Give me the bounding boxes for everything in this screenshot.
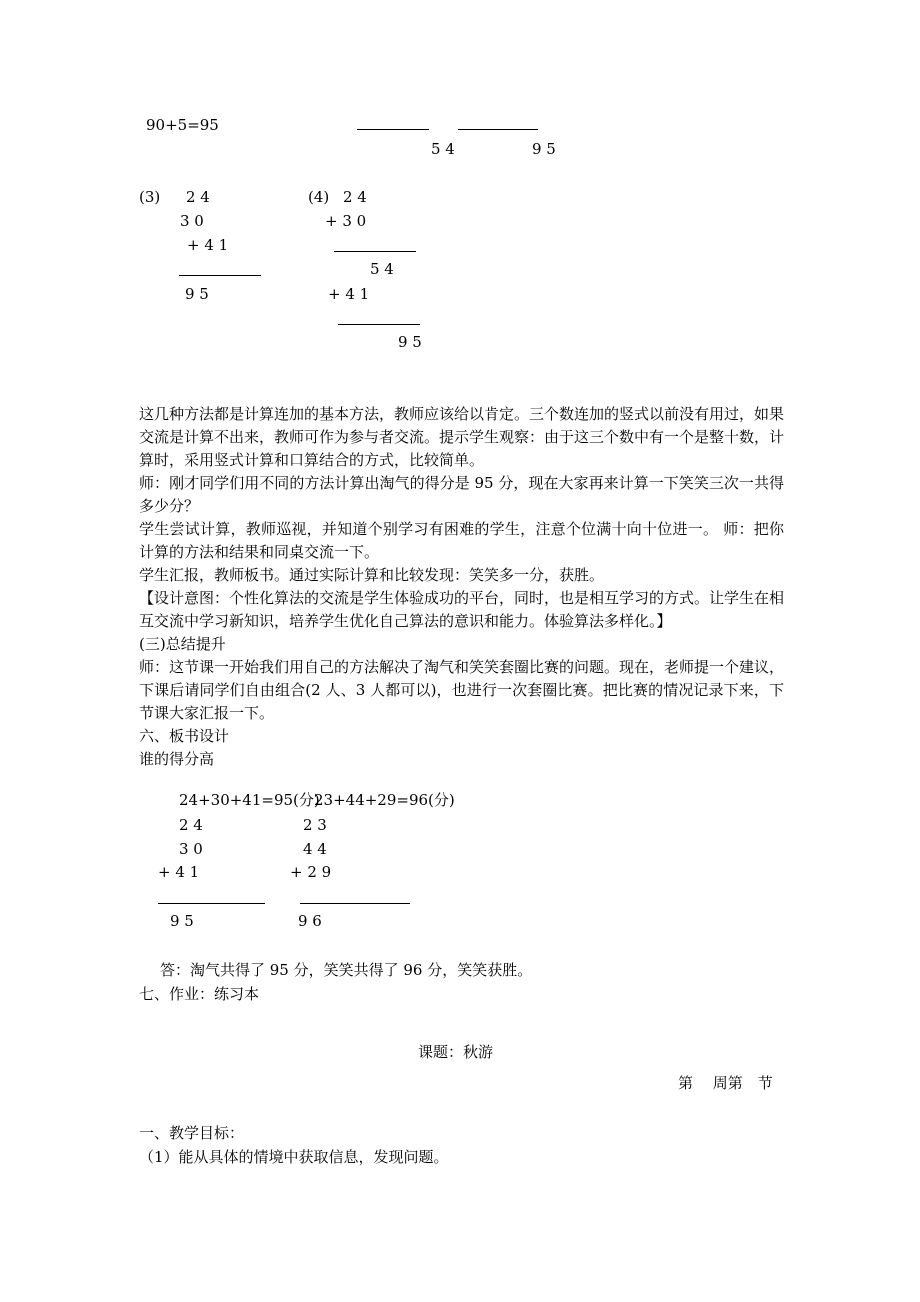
- lesson-week-period: 第 周第 节: [678, 1074, 773, 1092]
- method-4-rule-1: [334, 251, 416, 252]
- method-4-row-3: + 4 1: [328, 285, 370, 303]
- board-a-result: 9 5: [170, 912, 194, 930]
- calc-rule-1: [357, 129, 429, 130]
- board-b-row-2: 4 4: [303, 840, 327, 858]
- method-3-row-1: 2 4: [186, 188, 210, 206]
- calc-rule-2: [458, 129, 538, 130]
- paragraph-methods-discussion: 这几种方法都是计算连加的基本方法，教师应该给以肯定。三个数连加的竖式以前没有用过，如果交流是计算不出来，教师可作为参与者交流。提示学生观察：由于这三个数中有一个是整十数，计算时，采用竖式计算和口算结合的方式，比较简单。: [139, 405, 785, 469]
- method-4-row-1: 2 4: [343, 188, 367, 206]
- paragraph-design-intent: 【设计意图：个性化算法的交流是学生体验成功的平台，同时，也是相互学习的方式。让学生在相互交流中学习新知识，培养学生优化自己算法的意识和能力。体验算法多样化。】: [139, 589, 785, 630]
- board-a-row-1: 2 4: [179, 816, 203, 834]
- board-b-row-3: + 2 9: [290, 863, 332, 881]
- equation-90-plus-5: 90+5=95: [146, 116, 219, 134]
- method-4-row-2: + 3 0: [325, 212, 367, 230]
- lesson-title: 课题：秋游: [418, 1043, 494, 1061]
- result-54: 5 4: [431, 140, 455, 158]
- method-3-row-3: + 4 1: [187, 236, 229, 254]
- body-text: [139, 403, 784, 771]
- method-4-result: 9 5: [398, 333, 422, 351]
- paragraph-summary: 师：这节课一开始我们用自己的方法解决了淘气和笑笑套圈比赛的问题。现在，老师提一个建议，下课后请同学们自由组合(2 人、3 人都可以)，也进行一次套圈比赛。把比赛的情况记录下来，下节课大家汇报一下。: [139, 658, 785, 722]
- method-4-rule-2: [338, 324, 420, 325]
- method-3-rule: [179, 275, 261, 276]
- board-title: 谁的得分高: [139, 750, 215, 768]
- board-b-row-1: 2 3: [303, 816, 327, 834]
- paragraph-teacher-question: 师：刚才同学们用不同的方法计算出淘气的得分是 95 分，现在大家再来计算一下笑笑三次一共得多少分？: [139, 474, 784, 515]
- paragraph-student-try: 学生尝试计算，教师巡视，并知道个别学习有困难的学生，注意个位满十向十位进一。 师：把你计算的方法和结果和同桌交流一下。: [139, 520, 784, 561]
- homework-line: 七、作业：练习本: [139, 985, 260, 1003]
- board-a-row-2: 3 0: [179, 840, 203, 858]
- method-3-row-2: 3 0: [180, 212, 204, 230]
- board-b-result: 9 6: [298, 912, 322, 930]
- section-summary-heading: (三)总结提升: [139, 635, 226, 653]
- method-4-mid: 5 4: [370, 260, 394, 278]
- paragraph-student-report: 学生汇报，教师板书。通过实际计算和比较发现：笑笑多一分，获胜。: [139, 566, 605, 584]
- result-95: 9 5: [532, 140, 556, 158]
- section-board-design-heading: 六、板书设计: [139, 727, 230, 745]
- method-3-label: (3): [139, 188, 161, 206]
- board-equation-2: 23+44+29=96(分): [314, 791, 455, 809]
- board-a-rule: [158, 903, 265, 904]
- method-3-result: 9 5: [185, 285, 209, 303]
- answer-line: 答：淘气共得了 95 分，笑笑共得了 96 分，笑笑获胜。: [160, 961, 533, 979]
- method-4-label: (4): [308, 188, 330, 206]
- lesson-goal-1: （1）能从具体的情境中获取信息，发现问题。: [139, 1148, 449, 1166]
- board-equation-1: 24+30+41=95(分): [179, 791, 320, 809]
- lesson-goals-heading: 一、教学目标：: [139, 1124, 245, 1142]
- board-b-rule: [300, 903, 410, 904]
- board-a-row-3: + 4 1: [158, 863, 200, 881]
